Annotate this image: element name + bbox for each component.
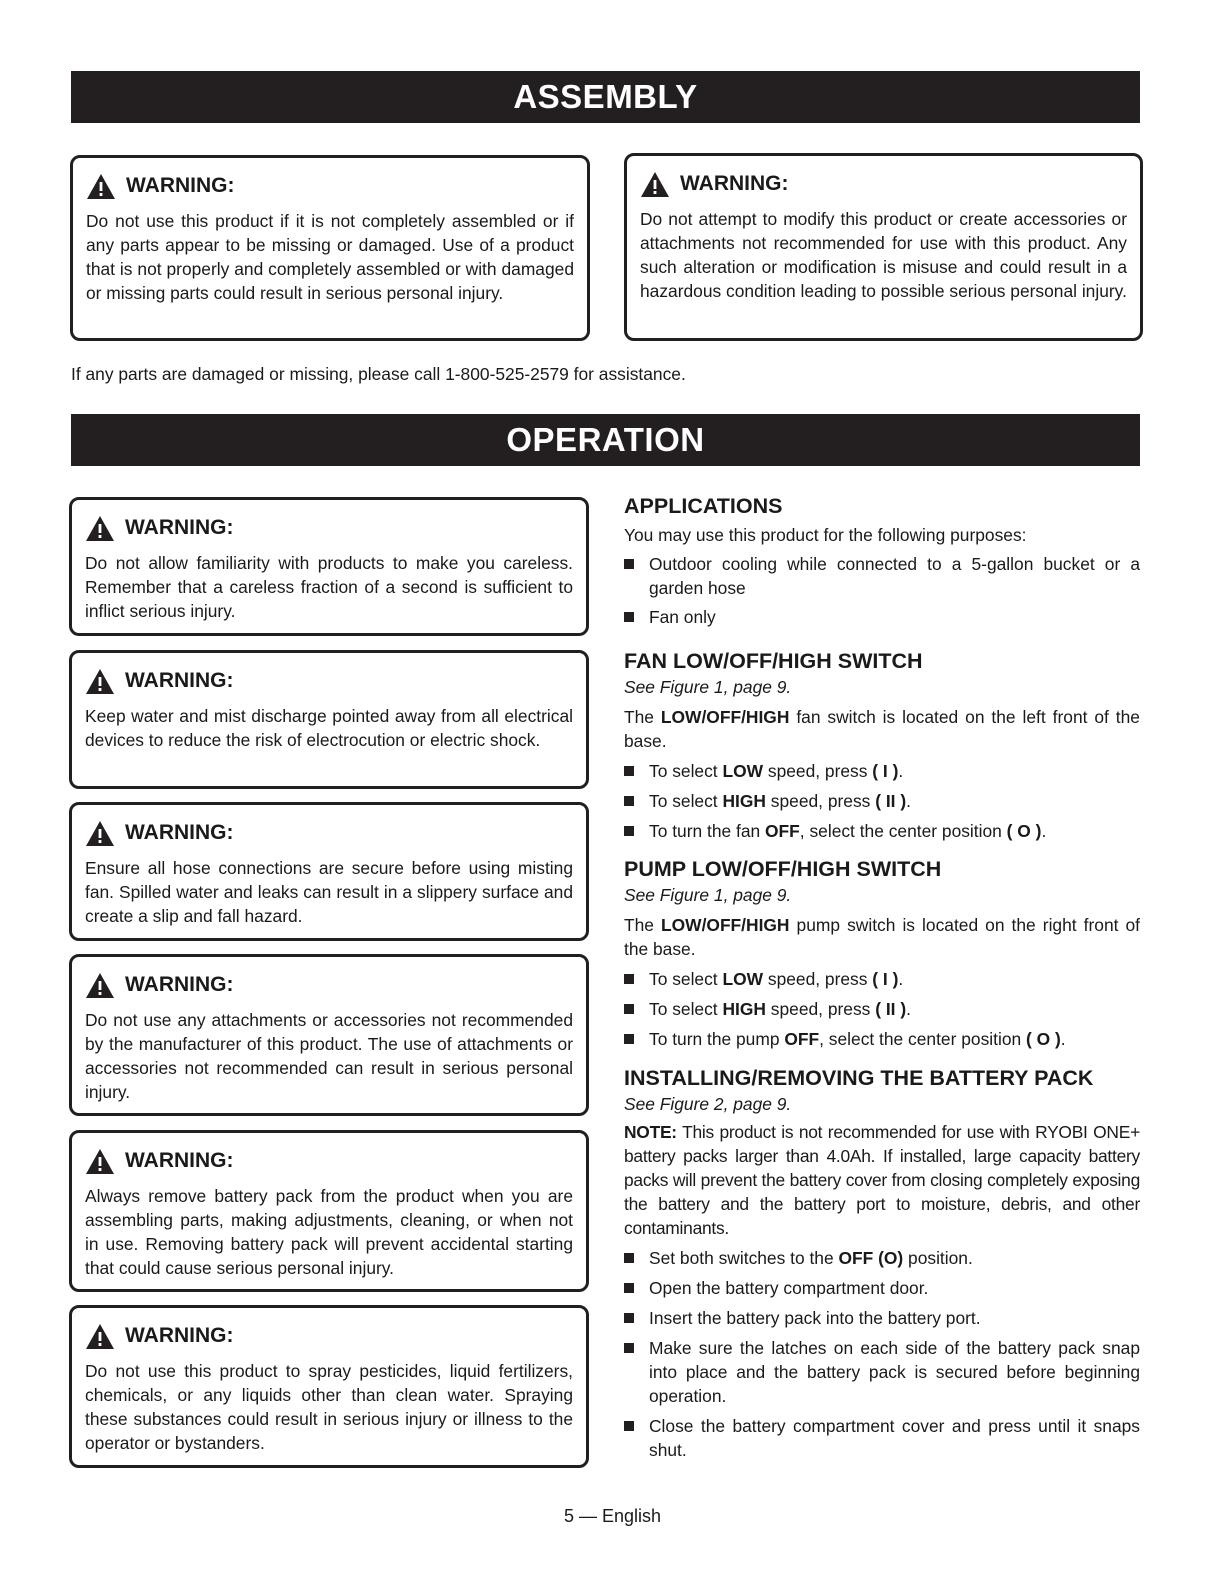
operation-warning-box-5 (69, 1130, 589, 1292)
list-item: Outdoor cooling while connected to a 5-gallon bucket or a garden hose (624, 552, 1140, 600)
warning-triangle-icon (85, 668, 115, 695)
figure-reference: See Figure 1, page 9. (624, 677, 792, 697)
warning-triangle-icon (86, 173, 116, 200)
list-item: Open the battery compartment door. (624, 1276, 1140, 1300)
figure-reference: See Figure 1, page 9. (624, 885, 792, 905)
warning-triangle-icon (85, 972, 115, 999)
missing-parts-note: If any parts are damaged or missing, please call 1-800-525-2579 for assistance. (71, 364, 686, 384)
pump-switch-description: The LOW/OFF/HIGH pump switch is located on the right front of the base. (624, 915, 1140, 959)
fan-switch-list (624, 759, 1140, 843)
list-item: Close the battery compartment cover and press until it snaps shut. (624, 1414, 1140, 1462)
warning-title: WARNING: (125, 1149, 234, 1172)
warning-text: Do not use this product if it is not completely assembled or if any parts appear to be missing or damaged. Use of a product that is not properly and completely assembled or with damaged or missing parts could result in serious personal injury. (86, 211, 574, 303)
page-footer: 5 — English (563, 1506, 662, 1526)
warning-triangle-icon (85, 820, 115, 847)
list-item: Insert the battery pack into the battery port. (624, 1306, 1140, 1330)
assembly-warning-box-1 (70, 155, 590, 341)
figure-reference: See Figure 2, page 9. (624, 1094, 792, 1114)
warning-title: WARNING: (125, 516, 234, 539)
warning-triangle-icon (85, 1323, 115, 1350)
applications-section (624, 492, 1140, 629)
pump-switch-list (624, 967, 1140, 1051)
fan-switch-heading: FAN LOW/OFF/HIGH SWITCH (624, 649, 923, 673)
list-item: Fan only (624, 605, 1140, 629)
warning-text: Do not allow familiarity with products to make you careless. Remember that a careless fraction of a second is sufficient to inflict serious injury. (85, 553, 573, 621)
warning-text: Ensure all hose connections are secure before using misting fan. Spilled water and leaks can result in a slippery surface and create a slip and fall hazard. (85, 858, 573, 926)
pump-switch-section (624, 855, 1140, 1051)
operation-warning-box-3 (69, 802, 589, 941)
operation-warning-box-6 (69, 1305, 589, 1468)
list-item: To select LOW speed, press ( I ). (624, 759, 1140, 783)
warning-text: Do not use any attachments or accessories not recommended by the manufacturer of this product. The use of attachments or accessories not recommended can result in serious personal injury. (85, 1010, 573, 1102)
warning-title: WARNING: (125, 669, 234, 692)
warning-title: WARNING: (125, 821, 234, 844)
list-item: To select HIGH speed, press ( II ). (624, 997, 1140, 1021)
fan-switch-description: The LOW/OFF/HIGH fan switch is located on the left front of the base. (624, 707, 1140, 751)
assembly-warning-box-2 (624, 153, 1143, 341)
warning-text: Do not attempt to modify this product or create accessories or attachments not recommended for use with this product. Any such alteration or modification is misuse and could result in a hazardous condition leading to possible serious personal injury. (640, 209, 1127, 301)
applications-intro: You may use this product for the following purposes: (624, 525, 1027, 545)
list-item: Make sure the latches on each side of the battery pack snap into place and the battery pack is secured before beginning operation. (624, 1336, 1140, 1408)
pump-switch-heading: PUMP LOW/OFF/HIGH SWITCH (624, 857, 942, 881)
warning-text: Do not use this product to spray pesticides, liquid fertilizers, chemicals, or any liquids other than clean water. Spraying these substances could result in serious injury or illness to the operator or bystanders. (85, 1361, 573, 1453)
battery-steps-list (624, 1246, 1140, 1462)
assembly-section-banner: ASSEMBLY (71, 71, 1140, 123)
operation-section-banner: OPERATION (71, 414, 1140, 466)
warning-title: WARNING: (125, 1324, 234, 1347)
warning-text: Keep water and mist discharge pointed away from all electrical devices to reduce the risk of electrocution or electric shock. (85, 706, 573, 750)
list-item: To select HIGH speed, press ( II ). (624, 789, 1140, 813)
operation-warning-box-2 (69, 650, 589, 789)
applications-list (624, 552, 1140, 629)
list-item: Set both switches to the OFF (O) position. (624, 1246, 1140, 1270)
battery-heading: INSTALLING/REMOVING THE BATTERY PACK (624, 1066, 1094, 1090)
operation-warning-box-1 (69, 497, 589, 636)
operation-warning-box-4 (69, 954, 589, 1116)
list-item: To turn the fan OFF, select the center position ( O ). (624, 819, 1140, 843)
list-item: To select LOW speed, press ( I ). (624, 967, 1140, 991)
warning-title: WARNING: (126, 174, 235, 197)
warning-triangle-icon (85, 1148, 115, 1175)
warning-title: WARNING: (680, 172, 789, 195)
warning-text: Always remove battery pack from the product when you are assembling parts, making adjustments, cleaning, or when not in use. Removing battery pack will prevent accidental starting that could cause serious personal injury. (85, 1186, 573, 1278)
list-item: To turn the pump OFF, select the center position ( O ). (624, 1027, 1140, 1051)
battery-section (624, 1064, 1140, 1462)
warning-triangle-icon (85, 515, 115, 542)
fan-switch-section (624, 647, 1140, 843)
warning-title: WARNING: (125, 973, 234, 996)
warning-triangle-icon (640, 171, 670, 198)
battery-note: NOTE: This product is not recommended for use with RYOBI ONE+ battery packs larger than 4.0Ah. If installed, large capacity battery packs will prevent the battery cover from closing completely exposing the battery and the battery port to moisture, debris, and other contaminants. (624, 1122, 1140, 1238)
applications-heading: APPLICATIONS (624, 494, 783, 518)
